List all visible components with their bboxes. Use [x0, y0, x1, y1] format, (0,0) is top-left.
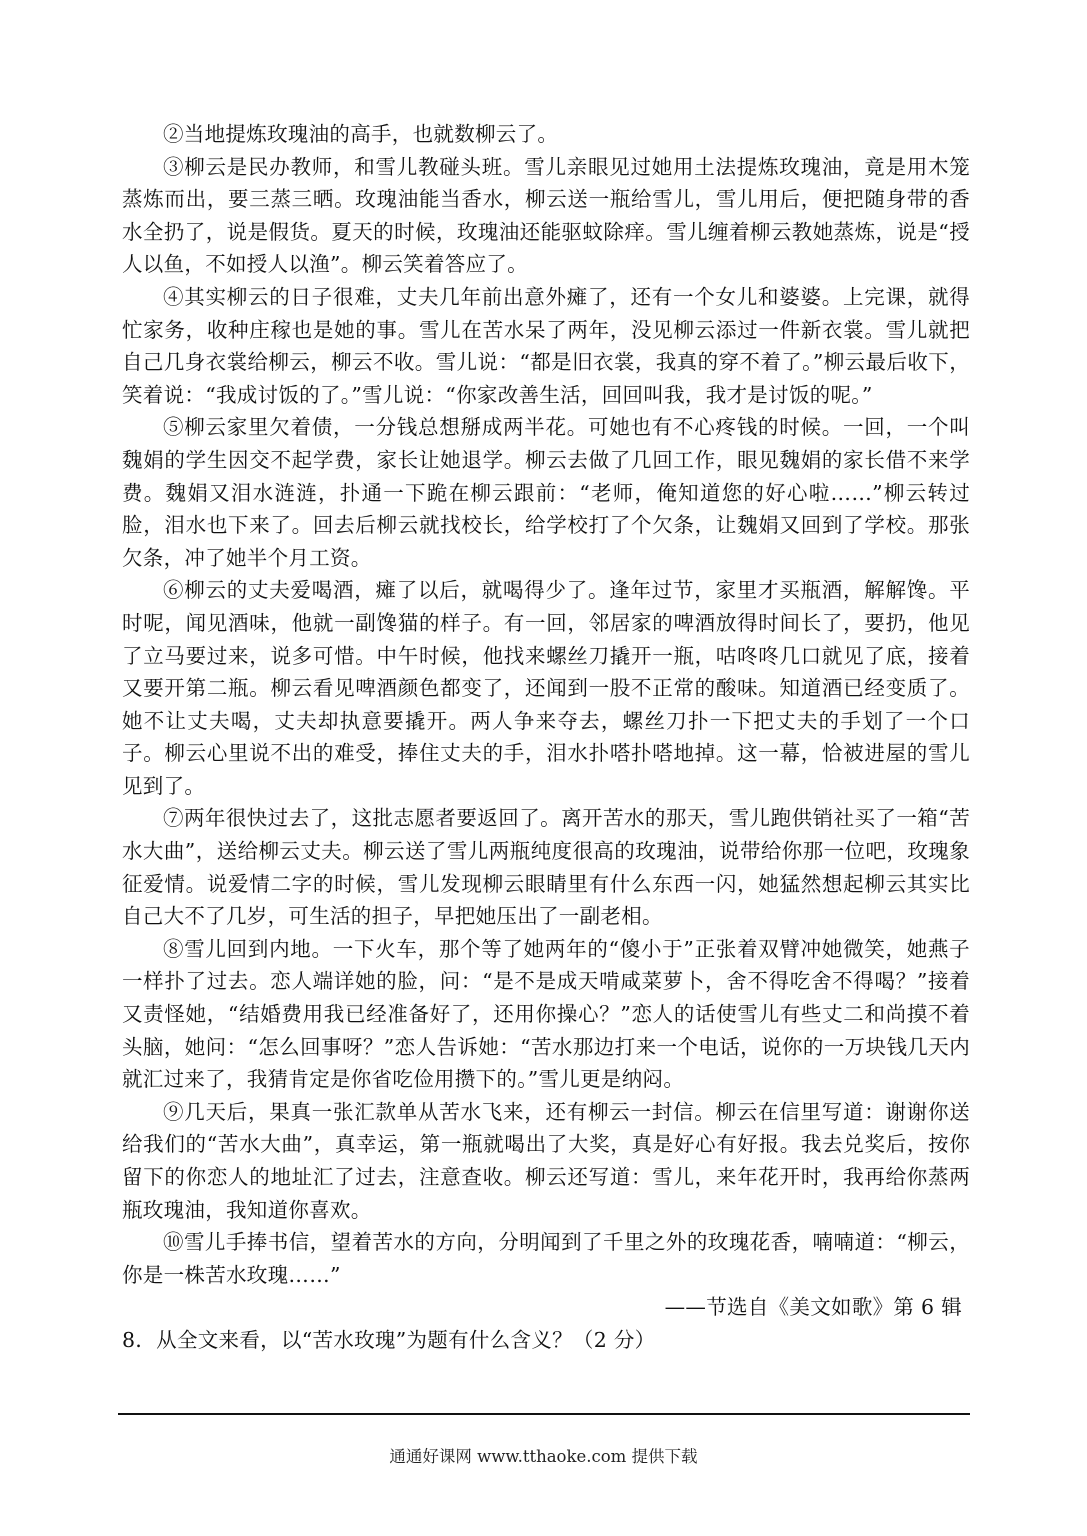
paragraph-3: ③柳云是民办教师，和雪儿教碰头班。雪儿亲眼见过她用土法提炼玫瑰油，竟是用木笼蒸炼而出，要三蒸三晒。玫瑰油能当香水，柳云送一瓶给雪儿，雪儿用后，便把随身带的香水全扔了，说是假货。夏天的时候，玫瑰油还能驱蚊除痒。雪儿缠着柳云教她蒸炼，说是“授人以鱼，不如授人以渔”。柳云笑着答应了。	[122, 154, 970, 277]
paragraph-9: ⑨几天后，果真一张汇款单从苦水飞来，还有柳云一封信。柳云在信里写道：谢谢你送给我们的“苦水大曲”，真幸运，第一瓶就喝出了大奖，真是好心有好报。我去兑奖后，按你留下的你恋人的地址汇了过去，注意查收。柳云还写道：雪儿，来年花开时，我再给你蒸两瓶玫瑰油，我知道你喜欢。	[122, 1099, 970, 1222]
paragraph-2: ②当地提炼玫瑰油的高手，也就数柳云了。	[163, 122, 559, 146]
article-body	[122, 118, 970, 1357]
source-citation: ——节选自《美文如歌》第 6 辑	[664, 1295, 962, 1320]
paragraph-5: ⑤柳云家里欠着债，一分钱总想掰成两半花。可她也有不心疼钱的时候。一回，一个叫魏娟的学生因交不起学费，家长让她退学。柳云去做了几回工作，眼见魏娟的家长借不来学费。魏娟又泪水涟涟，扑通一下跪在柳云跟前：“老师，俺知道您的好心啦……”柳云转过脸，泪水也下来了。回去后柳云就找校长，给学校打了个欠条，让魏娟又回到了学校。那张欠条，冲了她半个月工资。	[122, 415, 970, 570]
footer-divider	[118, 1413, 970, 1415]
paragraph-10: ⑩雪儿手捧书信，望着苦水的方向，分明闻到了千里之外的玫瑰花香，喃喃道：“柳云，你是一株苦水玫瑰……”	[122, 1230, 970, 1287]
paragraph-6: ⑥柳云的丈夫爱喝酒，瘫了以后，就喝得少了。逢年过节，家里才买瓶酒，解解馋。平时呢，闻见酒味，他就一副馋猫的样子。有一回，邻居家的啤酒放得时间长了，要扔，他见了立马要过来，说多可惜。中午时候，他找来螺丝刀撬开一瓶，咕咚咚几口就见了底，接着又要开第二瓶。柳云看见啤酒颜色都变了，还闻到一股不正常的酸味。知道酒已经变质了。她不让丈夫喝，丈夫却执意要撬开。两人争来夺去，螺丝刀扑一下把丈夫的手划了一个口子。柳云心里说不出的难受，捧住丈夫的手，泪水扑嗒扑嗒地掉。这一幕，恰被进屋的雪儿见到了。	[122, 578, 970, 798]
paragraph-4: ④其实柳云的日子很难，丈夫几年前出意外瘫了，还有一个女儿和婆婆。上完课，就得忙家务，收种庄稼也是她的事。雪儿在苦水呆了两年，没见柳云添过一件新衣裳。雪儿就把自己几身衣裳给柳云，柳云不收。雪儿说：“都是旧衣裳，我真的穿不着了。”柳云最后收下，笑着说：“我成讨饭的了。”雪儿说：“你家改善生活，回回叫我，我才是讨饭的呢。”	[122, 284, 970, 407]
paragraph-8: ⑧雪儿回到内地。一下火车，那个等了她两年的“傻小于”正张着双臂冲她微笑，她燕子一样扑了过去。恋人端详她的脸，问：“是不是成天啃咸菜萝卜，舍不得吃舍不得喝？”接着又责怪她，“结婚费用我已经准备好了，还用你操心？”恋人的话使雪儿有些丈二和尚摸不着头脑，她问：“怎么回事呀？”恋人告诉她：“苦水那边打来一个电话，说你的一万块钱几天内就汇过来了，我猜肯定是你省吃俭用攒下的。”雪儿更是纳闷。	[122, 936, 970, 1092]
footer-text: 通通好课网 www.tthaoke.com 提供下载	[389, 1447, 698, 1466]
paragraph-7: ⑦两年很快过去了，这批志愿者要返回了。离开苦水的那天，雪儿跑供销社买了一箱“苦水大曲”，送给柳云丈夫。柳云送了雪儿两瓶纯度很高的玫瑰油，说带给你那一位吧，玫瑰象征爱情。说爱情二字的时候，雪儿发现柳云眼睛里有什么东西一闪，她猛然想起柳云其实比自己大不了几岁，可生活的担子，早把她压出了一副老相。	[122, 806, 970, 929]
question-8: 8．从全文来看，以“苦水玫瑰”为题有什么含义？（2 分）	[122, 1327, 656, 1352]
